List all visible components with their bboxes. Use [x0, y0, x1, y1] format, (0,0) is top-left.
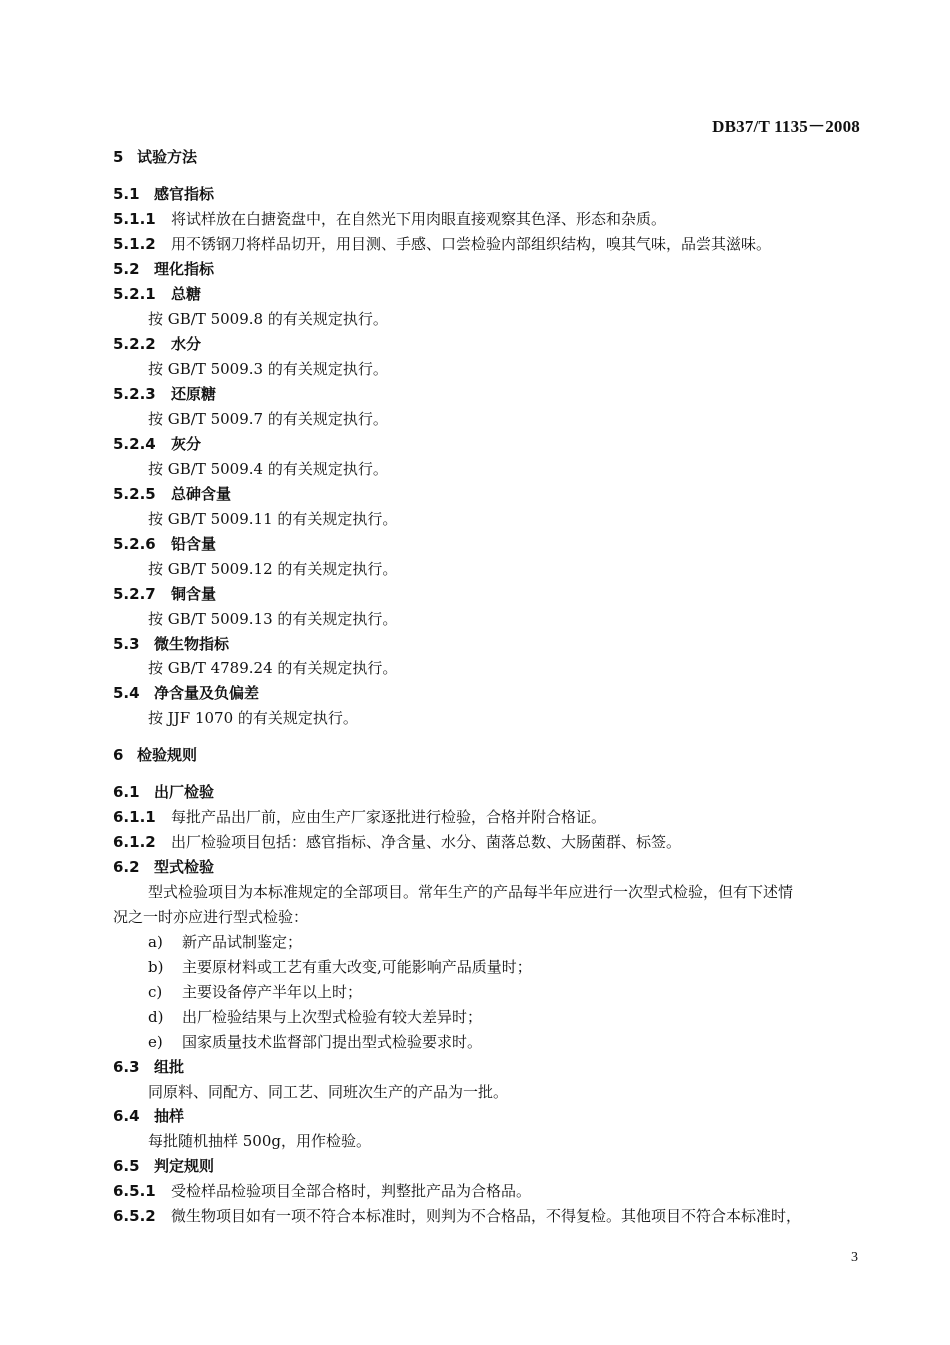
heading-6-2	[113, 858, 214, 876]
list-item-text: 国家质量技术监督部门提出型式检验要求时。	[182, 1033, 483, 1051]
heading-title: 还原糖	[171, 385, 217, 403]
heading-title: 判定规则	[154, 1157, 215, 1175]
section-5-heading	[113, 148, 197, 166]
paragraph-6-2-line-1: 型式检验项目为本标准规定的全部项目。常年生产的产品每半年应进行一次型式检验，但有下述情	[148, 883, 794, 901]
clause-text: 将试样放在白搪瓷盘中，在自然光下用肉眼直接观察其色泽、形态和杂质。	[171, 210, 667, 228]
clause-text: 每批产品出厂前，应由生产厂家逐批进行检验，合格并附合格证。	[171, 808, 607, 826]
heading-number: 5.1	[113, 185, 140, 203]
list-item-text: 新产品试制鉴定；	[182, 933, 303, 951]
heading-title: 感官指标	[154, 185, 215, 203]
list-item-label: b)	[148, 958, 164, 976]
heading-number: 6.2	[113, 858, 140, 876]
list-item	[148, 958, 532, 976]
heading-number: 6.3	[113, 1058, 140, 1076]
clause-number: 6.5.2	[113, 1207, 156, 1225]
heading-title: 总糖	[171, 285, 202, 303]
list-item	[148, 1033, 482, 1051]
clause-text-5-2-1: 按 GB/T 5009.8 的有关规定执行。	[148, 310, 388, 328]
heading-number: 5.4	[113, 684, 140, 702]
heading-number: 6.5	[113, 1157, 140, 1175]
heading-5-2-4	[113, 435, 201, 453]
heading-5-2-2	[113, 335, 201, 353]
clause-number: 5.1.2	[113, 235, 156, 253]
heading-title: 理化指标	[154, 260, 215, 278]
heading-5-4	[113, 684, 259, 702]
section-number: 5	[113, 148, 124, 166]
clause-6-5-2	[113, 1207, 801, 1225]
heading-title: 总砷含量	[171, 485, 232, 503]
heading-6-4	[113, 1107, 184, 1125]
heading-6-3	[113, 1058, 184, 1076]
heading-number: 5.2.6	[113, 535, 156, 553]
list-item-text: 主要设备停产半年以上时；	[182, 983, 363, 1001]
heading-number: 5.2.5	[113, 485, 156, 503]
list-item-label: d)	[148, 1008, 164, 1026]
section-number: 6	[113, 746, 124, 764]
heading-5-2-3	[113, 385, 216, 403]
clause-number: 6.1.2	[113, 833, 156, 851]
heading-number: 5.2.1	[113, 285, 156, 303]
clause-text-5-2-4: 按 GB/T 5009.4 的有关规定执行。	[148, 460, 388, 478]
clause-text-5-2-3: 按 GB/T 5009.7 的有关规定执行。	[148, 410, 388, 428]
heading-5-2	[113, 260, 214, 278]
clause-6-1-2	[113, 833, 681, 851]
heading-5-2-1	[113, 285, 201, 303]
paragraph-6-2-line-2: 况之一时亦应进行型式检验：	[113, 908, 309, 926]
clause-text-5-2-6: 按 GB/T 5009.12 的有关规定执行。	[148, 560, 398, 578]
heading-title: 微生物指标	[154, 635, 230, 653]
heading-title: 抽样	[154, 1107, 185, 1125]
clause-5-1-1	[113, 210, 666, 228]
clause-text: 用不锈钢刀将样品切开，用目测、手感、口尝检验内部组织结构，嗅其气味，品尝其滋味。	[171, 235, 772, 253]
heading-number: 5.3	[113, 635, 140, 653]
clause-6-1-1	[113, 808, 606, 826]
heading-title: 灰分	[171, 435, 202, 453]
clause-text-6-3: 同原料、同配方、同工艺、同班次生产的产品为一批。	[148, 1083, 509, 1101]
heading-title: 水分	[171, 335, 202, 353]
list-item-text: 出厂检验结果与上次型式检验有较大差异时；	[182, 1008, 483, 1026]
clause-text-5-3: 按 GB/T 4789.24 的有关规定执行。	[148, 659, 398, 677]
heading-title: 组批	[154, 1058, 185, 1076]
clause-text: 出厂检验项目包括：感官指标、净含量、水分、菌落总数、大肠菌群、标签。	[171, 833, 682, 851]
clause-number: 5.1.1	[113, 210, 156, 228]
document-number: DB37/T 1135－2008	[712, 117, 860, 136]
list-item	[148, 983, 362, 1001]
clause-number: 6.5.1	[113, 1182, 156, 1200]
clause-text-6-4: 每批随机抽样 500g，用作检验。	[148, 1132, 372, 1150]
clause-6-5-1	[113, 1182, 531, 1200]
heading-number: 5.2.4	[113, 435, 156, 453]
heading-5-2-7	[113, 585, 216, 603]
section-title: 试验方法	[137, 148, 198, 166]
list-item	[148, 1008, 482, 1026]
heading-5-2-5	[113, 485, 231, 503]
list-item-text: 主要原材料或工艺有重大改变,可能影响产品质量时；	[182, 958, 532, 976]
clause-text: 受检样品检验项目全部合格时，判整批产品为合格品。	[171, 1182, 532, 1200]
heading-number: 5.2.7	[113, 585, 156, 603]
list-item	[148, 933, 302, 951]
heading-5-1	[113, 185, 214, 203]
list-item-label: a)	[148, 933, 163, 951]
heading-title: 净含量及负偏差	[154, 684, 260, 702]
page-number: 3	[851, 1250, 858, 1265]
clause-text: 微生物项目如有一项不符合本标准时，则判为不合格品，不得复检。其他项目不符合本标准时，	[171, 1207, 802, 1225]
heading-title: 型式检验	[154, 858, 215, 876]
list-item-label: c)	[148, 983, 163, 1001]
heading-title: 铅含量	[171, 535, 217, 553]
heading-title: 铜含量	[171, 585, 217, 603]
clause-text-5-2-2: 按 GB/T 5009.3 的有关规定执行。	[148, 360, 388, 378]
heading-number: 6.4	[113, 1107, 140, 1125]
clause-text-5-4: 按 JJF 1070 的有关规定执行。	[148, 709, 358, 727]
heading-5-3	[113, 635, 229, 653]
heading-6-1	[113, 783, 214, 801]
heading-number: 5.2.3	[113, 385, 156, 403]
heading-title: 出厂检验	[154, 783, 215, 801]
heading-number: 6.1	[113, 783, 140, 801]
section-6-heading	[113, 746, 197, 764]
clause-text-5-2-5: 按 GB/T 5009.11 的有关规定执行。	[148, 510, 398, 528]
heading-5-2-6	[113, 535, 216, 553]
clause-text-5-2-7: 按 GB/T 5009.13 的有关规定执行。	[148, 610, 398, 628]
heading-number: 5.2.2	[113, 335, 156, 353]
heading-6-5	[113, 1157, 214, 1175]
section-title: 检验规则	[137, 746, 198, 764]
clause-5-1-2	[113, 235, 771, 253]
list-item-label: e)	[148, 1033, 163, 1051]
clause-number: 6.1.1	[113, 808, 156, 826]
heading-number: 5.2	[113, 260, 140, 278]
